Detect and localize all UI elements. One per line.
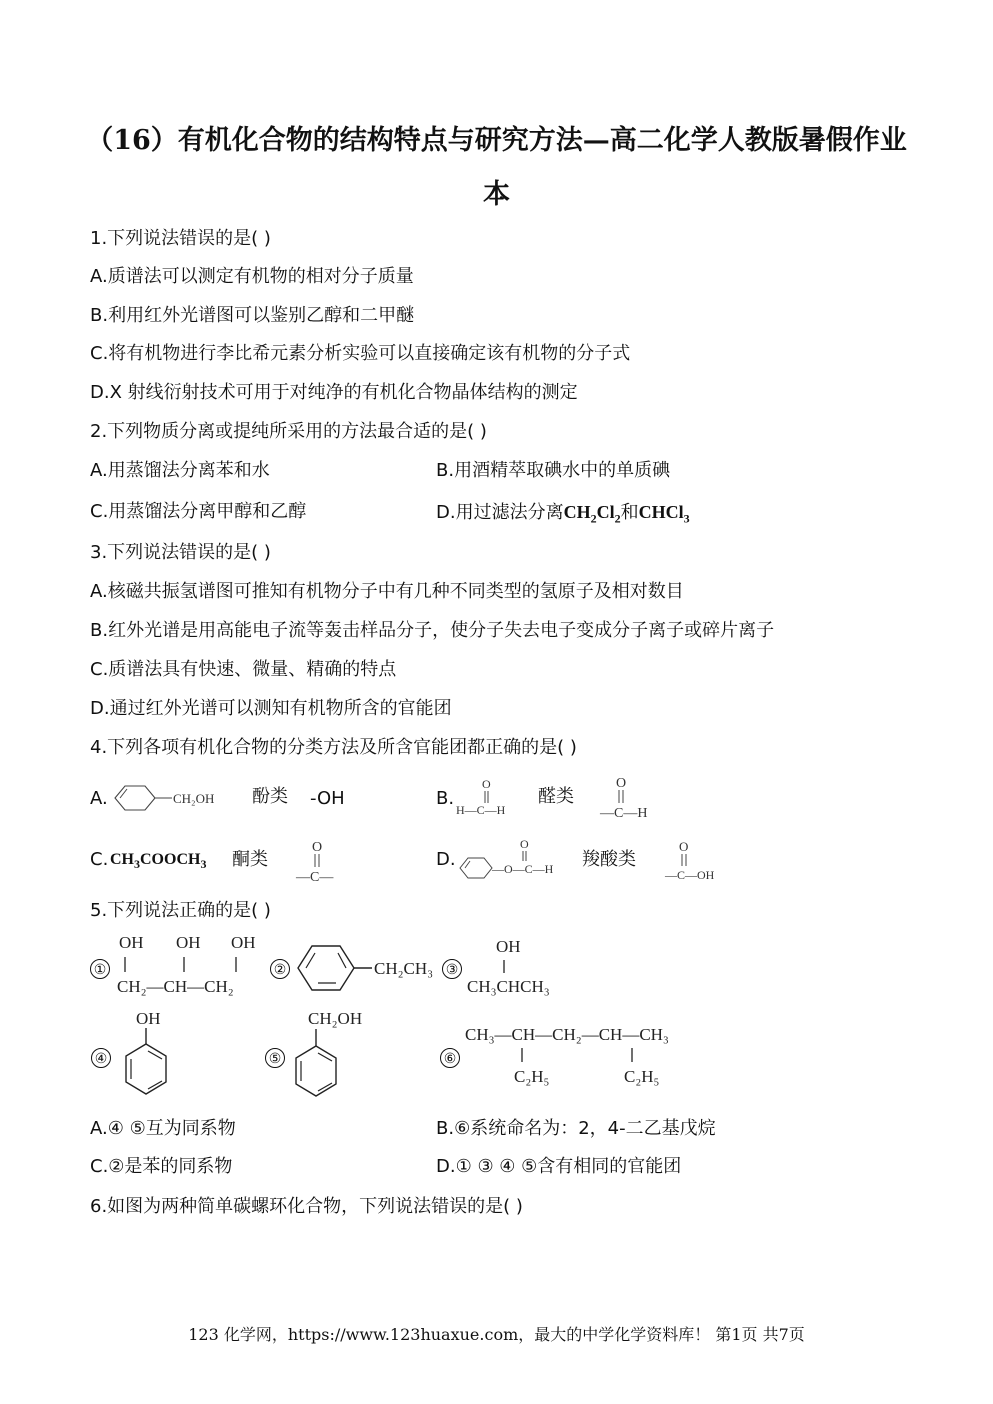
question-2-option-a: A.用蒸馏法分离苯和水 bbox=[90, 460, 270, 481]
question-4-option-b-label: B. bbox=[436, 788, 455, 809]
question-5-option-b: B.⑥系统命名为：2，4-二乙基戊烷 bbox=[436, 1118, 716, 1139]
question-3-stem: 3.下列说法错误的是( ) bbox=[90, 542, 271, 563]
svg-text:OH: OH bbox=[176, 933, 201, 952]
question-1-option-b: B.利用红外光谱图可以鉴别乙醇和二甲醚 bbox=[90, 305, 415, 326]
page-footer: 123 化学网，https://www.123huaxue.com，最大的中学化学资料库！ 第1页 共7页 bbox=[188, 1325, 805, 1344]
aldehyde-group-structure bbox=[598, 772, 664, 820]
svg-text:C₂H₅: C₂H₅ bbox=[514, 1067, 550, 1086]
structure-number-3: ③ bbox=[442, 959, 462, 979]
question-2-option-c: C.用蒸馏法分离甲醇和乙醇 bbox=[90, 501, 307, 522]
question-4-option-c-label: C. bbox=[90, 849, 109, 870]
branched-alkane-structure bbox=[460, 1018, 720, 1090]
svg-text:CH₃CHCH₃: CH₃CHCH₃ bbox=[467, 977, 550, 996]
question-4-option-a-group: -OH bbox=[310, 788, 345, 809]
ethylbenzene-structure bbox=[294, 938, 444, 998]
glycerol-structure bbox=[114, 930, 274, 1000]
isopropanol-structure bbox=[464, 932, 564, 998]
formula-chcl3: CHCl$_3$ bbox=[638, 502, 690, 526]
structure-number-4: ④ bbox=[91, 1048, 111, 1068]
svg-text:O: O bbox=[520, 837, 529, 851]
question-2-option-b: B.用酒精萃取碘水中的单质碘 bbox=[436, 460, 671, 481]
question-1-option-a: A.质谱法可以测定有机物的相对分子质量 bbox=[90, 266, 414, 287]
question-6-stem: 6.如图为两种简单碳螺环化合物，下列说法错误的是( ) bbox=[90, 1196, 523, 1217]
question-3-option-a: A.核磁共振氢谱图可推知有机物分子中有几种不同类型的氢原子及相对数目 bbox=[90, 581, 684, 602]
question-1-option-c: C.将有机物进行李比希元素分析实验可以直接确定该有机物的分子式 bbox=[90, 343, 631, 364]
question-2-option-d-text: D.用过滤法分离 bbox=[436, 502, 564, 523]
question-3-option-d: D.通过红外光谱可以测知有机物所含的官能团 bbox=[90, 698, 452, 719]
svg-text:—C—H: —C—H bbox=[600, 806, 648, 820]
page-title: （16）有机化合物的结构特点与研究方法—高二化学人教版暑假作业 bbox=[86, 125, 907, 156]
ketone-group-structure bbox=[294, 836, 344, 886]
question-4-option-a-label: A. bbox=[90, 788, 108, 809]
structure-number-5: ⑤ bbox=[265, 1048, 285, 1068]
svg-text:OH: OH bbox=[119, 933, 144, 952]
svg-text:CH₃—CH—CH₂—CH—CH₃: CH₃—CH—CH₂—CH—CH₃ bbox=[465, 1025, 669, 1044]
structure-number-6: ⑥ bbox=[440, 1048, 460, 1068]
structure-number-1: ① bbox=[90, 959, 110, 979]
svg-text:CH₂—CH—CH₂: CH₂—CH—CH₂ bbox=[117, 977, 234, 996]
svg-text:OH: OH bbox=[136, 1009, 161, 1028]
formula-ch2cl2: $CH_2Cl_2$ bbox=[563, 502, 621, 526]
svg-text:—C—: —C— bbox=[296, 870, 334, 885]
ch2oh-label: CH₂OH bbox=[173, 791, 215, 806]
question-1-stem: 1.下列说法错误的是( ) bbox=[90, 228, 271, 249]
question-5-option-c: C.②是苯的同系物 bbox=[90, 1156, 233, 1177]
conjunction: 和 bbox=[620, 502, 639, 523]
question-4-option-d-label: D. bbox=[436, 849, 456, 870]
page-title-continued: 本 bbox=[483, 179, 510, 210]
svg-text:CH₂OH: CH₂OH bbox=[308, 1009, 363, 1028]
svg-text:O: O bbox=[482, 777, 491, 791]
carboxyl-group-structure bbox=[664, 836, 724, 886]
svg-text:C₂H₅: C₂H₅ bbox=[624, 1067, 660, 1086]
svg-text:H—C—H: H—C—H bbox=[456, 803, 506, 817]
svg-text:O: O bbox=[616, 776, 627, 791]
question-5-stem: 5.下列说法正确的是( ) bbox=[90, 900, 271, 921]
question-2-option-d bbox=[436, 501, 690, 524]
question-4-option-a-class: 酚类 bbox=[252, 786, 288, 807]
question-1-option-d: D.X 射线衍射技术可用于对纯净的有机化合物晶体结构的测定 bbox=[90, 382, 578, 403]
question-2-stem: 2.下列物质分离或提纯所采用的方法最合适的是( ) bbox=[90, 421, 487, 442]
svg-text:O: O bbox=[312, 840, 323, 855]
phenyl-formate-structure bbox=[456, 834, 566, 886]
question-4-stem: 4.下列各项有机化合物的分类方法及所含官能团都正确的是( ) bbox=[90, 737, 577, 758]
phenol-structure bbox=[114, 1004, 180, 1104]
benzyl-alcohol-structure bbox=[110, 780, 235, 816]
formaldehyde-structure bbox=[454, 774, 524, 820]
svg-text:O: O bbox=[679, 839, 689, 854]
question-5-option-a: A.④ ⑤互为同系物 bbox=[90, 1118, 236, 1139]
svg-text:OH: OH bbox=[231, 933, 256, 952]
svg-text:OH: OH bbox=[496, 937, 521, 956]
svg-text:CH₂CH₃: CH₂CH₃ bbox=[374, 959, 434, 978]
question-3-option-b: B.红外光谱是用高能电子流等轰击样品分子，使分子失去电子变成分子离子或碎片离子 bbox=[90, 620, 775, 641]
question-4-option-d-class: 羧酸类 bbox=[582, 849, 636, 870]
structure-number-2: ② bbox=[270, 959, 290, 979]
question-3-option-c: C.质谱法具有快速、微量、精确的特点 bbox=[90, 659, 397, 680]
benzyl-alcohol-ring-structure bbox=[288, 1006, 378, 1106]
question-5-option-d: D.① ③ ④ ⑤含有相同的官能团 bbox=[436, 1156, 682, 1177]
question-4-option-b-class: 醛类 bbox=[538, 786, 574, 807]
svg-text:—C—OH: —C—OH bbox=[665, 868, 715, 882]
methyl-acetate-formula: $CH_3COOCH_3$ bbox=[110, 851, 207, 872]
question-4-option-c-class: 酮类 bbox=[232, 849, 268, 870]
svg-text:—O—C—H: —O—C—H bbox=[492, 862, 554, 876]
